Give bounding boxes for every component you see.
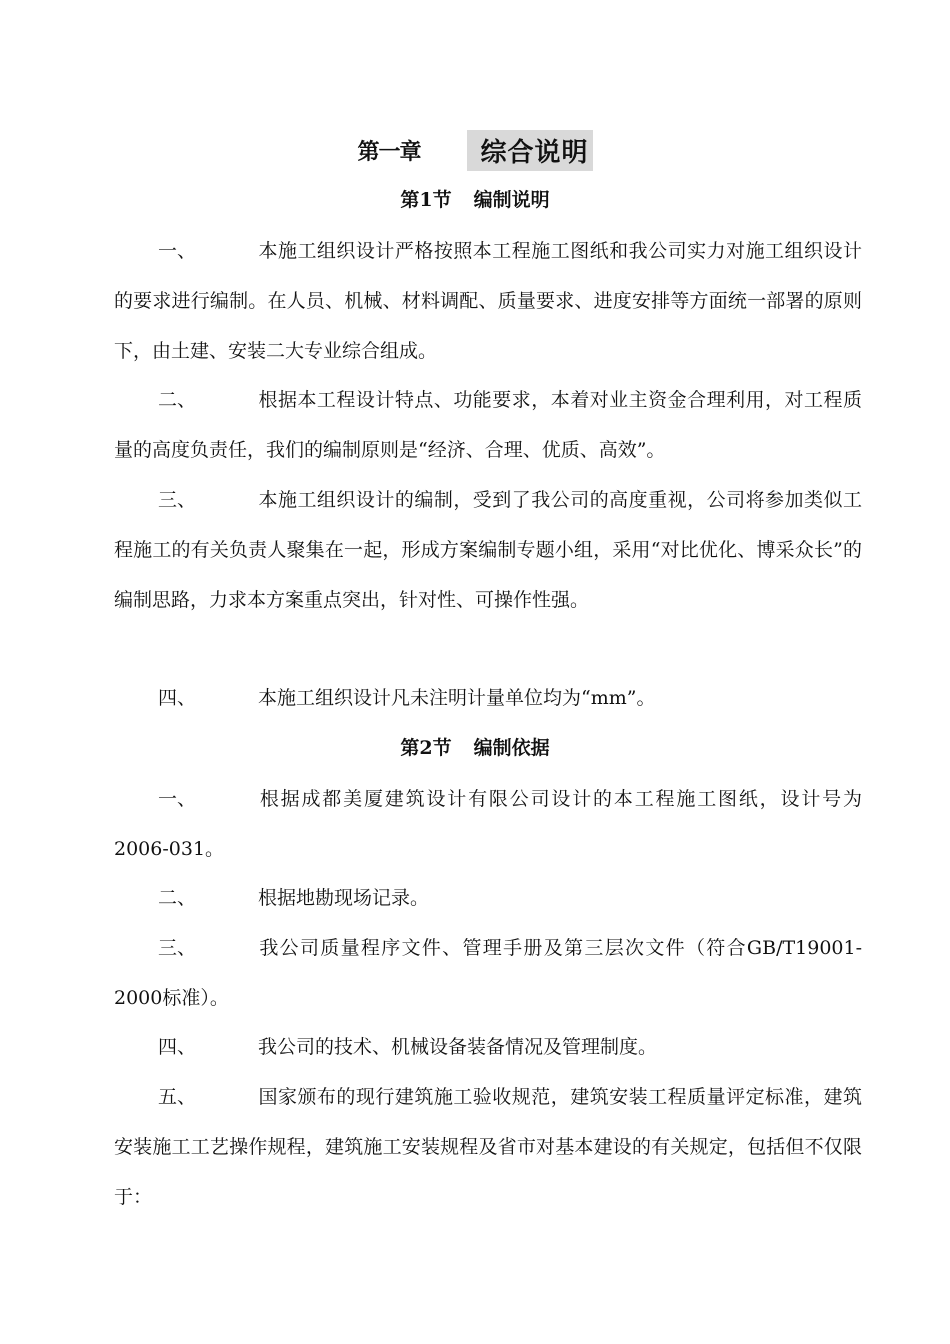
list-marker: 四、 xyxy=(158,1036,197,1058)
list-marker: 一、 xyxy=(158,788,197,810)
chapter-title: 综合说明 xyxy=(467,130,593,171)
paragraph-text: 我公司的技术、机械设备装备情况及管理制度。 xyxy=(258,1036,658,1058)
section-number: 第1节 xyxy=(400,189,452,211)
list-marker: 五、 xyxy=(158,1086,197,1108)
list-marker: 一、 xyxy=(158,240,197,262)
paragraph xyxy=(114,226,862,376)
paragraph-text: 本施工组织设计凡未注明计量单位均为“mm”。 xyxy=(258,687,656,709)
section-title: 编制说明 xyxy=(473,189,550,211)
list-marker: 三、 xyxy=(158,489,197,511)
paragraph-text: 本施工组织设计严格按照本工程施工图纸和我公司实力对施工组织设计的要求进行编制。在人员、机械、材料调配、质量要求、进度安排等方面统一部署的原则下，由土建、安装二大专业综合组成。 xyxy=(114,240,862,362)
paragraph xyxy=(114,475,862,625)
list-marker: 二、 xyxy=(158,887,197,909)
paragraph-text: 根据成都美厦建筑设计有限公司设计的本工程施工图纸，设计号为2006-031。 xyxy=(114,788,862,860)
paragraph xyxy=(114,673,862,723)
paragraph-text: 国家颁布的现行建筑施工验收规范，建筑安装工程质量评定标准，建筑安装施工工艺操作规程，建筑施工安装规程及省市对基本建设的有关规定，包括但不仅限于： xyxy=(114,1086,862,1208)
section-number: 第2节 xyxy=(400,737,452,759)
paragraph-text: 根据本工程设计特点、功能要求，本着对业主资金合理利用，对工程质量的高度负责任，我们的编制原则是“经济、合理、优质、高效”。 xyxy=(114,389,862,461)
list-marker: 三、 xyxy=(158,937,197,959)
list-marker: 二、 xyxy=(158,389,197,411)
paragraph-text: 根据地勘现场记录。 xyxy=(258,887,430,909)
paragraph-text: 本施工组织设计的编制，受到了我公司的高度重视，公司将参加类似工程施工的有关负责人聚集在一起，形成方案编制专题小组，采用“对比优化、博采众长”的编制思路，力求本方案重点突出，针对性、可操作性强。 xyxy=(114,489,862,611)
section-heading-1 xyxy=(0,186,950,214)
chapter-number: 第一章 xyxy=(357,140,421,165)
paragraph xyxy=(114,923,862,1023)
paragraph xyxy=(114,774,862,874)
paragraph-text: 我公司质量程序文件、管理手册及第三层次文件（符合GB/T19001-2000标准）。 xyxy=(114,937,862,1009)
chapter-heading xyxy=(0,130,950,174)
paragraph xyxy=(114,375,862,475)
section-heading-2 xyxy=(0,734,950,762)
paragraph xyxy=(114,873,862,923)
section-title: 编制依据 xyxy=(473,737,550,759)
list-marker: 四、 xyxy=(158,687,197,709)
paragraph xyxy=(114,1072,862,1222)
paragraph xyxy=(114,1022,862,1072)
